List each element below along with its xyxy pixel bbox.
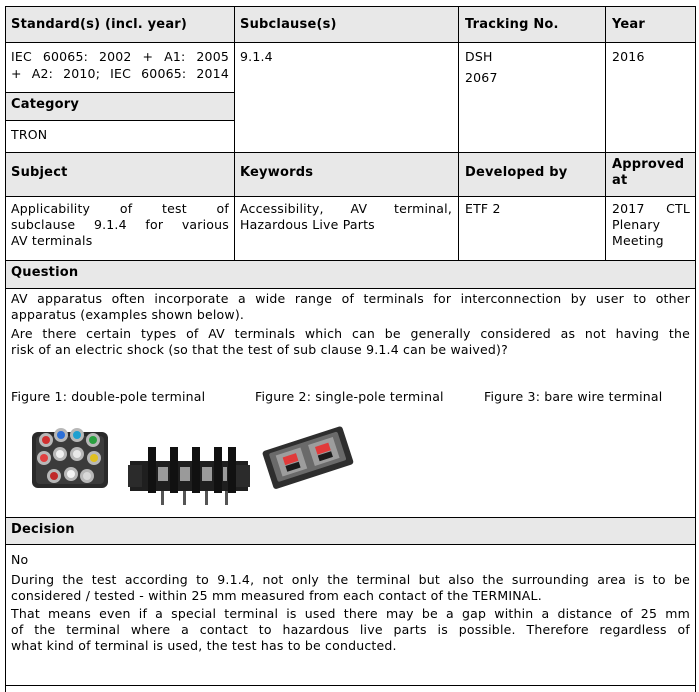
decision-line-1: During the test according to 9.1.4, not only the terminal but also the surrounding area is to be [11, 572, 690, 587]
decision-answer: No [11, 552, 29, 567]
decision-header-bg [6, 517, 695, 544]
bare-wire-terminal-image [258, 420, 356, 496]
standard-line-1: IEC 60065: 2002 + A1: 2005 [11, 49, 229, 64]
keywords-line-1: Accessibility, AV terminal, [240, 201, 452, 216]
subclause-value: 9.1.4 [240, 49, 273, 64]
tracking-value-2: 2067 [465, 70, 498, 85]
approved-value-2: Plenary [612, 217, 661, 232]
subclause-header: Subclause(s) [240, 17, 337, 32]
decision-line-2: considered / tested - within 25 mm measured from each contact of the TERMINAL. [11, 588, 542, 603]
keywords-header: Keywords [240, 165, 314, 180]
decision-line-4: of the terminal where a contact to hazardous live parts is possible. Therefore regardless of [11, 622, 690, 637]
developed-value: ETF 2 [465, 201, 501, 216]
standards-header: Standard(s) (incl. year) [11, 17, 188, 32]
single-pole-terminal-image [128, 443, 250, 507]
figure-2-caption: Figure 2: single-pole terminal [255, 389, 444, 404]
standard-line-2: + A2: 2010; IEC 60065: 2014 [11, 66, 229, 81]
category-value: TRON [11, 127, 48, 142]
question-p2-line1: Are there certain types of AV terminals which can be generally considered as not having the [11, 326, 690, 341]
subject-line-1: Applicability of test of [11, 201, 229, 216]
keywords-line-2: Hazardous Live Parts [240, 217, 375, 232]
decision-line-3: That means even if a special terminal is used there may be a gap within a distance of 25 mm [11, 606, 690, 621]
decision-header: Decision [11, 522, 75, 537]
subject-header: Subject [11, 165, 68, 180]
question-p2-line2: risk of an electric shock (so that the test of sub clause 9.1.4 can be waived)? [11, 342, 508, 357]
subject-line-2: subclause 9.1.4 for various [11, 217, 229, 232]
developed-header: Developed by [465, 165, 568, 180]
subject-line-3: AV terminals [11, 233, 93, 248]
figure-3-caption: Figure 3: bare wire terminal [484, 389, 663, 404]
approved-value-1: 2017 CTL [612, 201, 690, 216]
question-p1-line1: AV apparatus often incorporate a wide range of terminals for interconnection by user to other [11, 291, 690, 306]
double-pole-terminal-image [24, 418, 116, 494]
approved-header-1: Approved [612, 157, 685, 172]
question-header-bg [6, 260, 695, 288]
question-header: Question [11, 265, 79, 280]
decision-line-5: what kind of terminal is used, the test has to be conducted. [11, 638, 397, 653]
category-header: Category [11, 97, 80, 112]
question-p1-line2: apparatus (examples shown below). [11, 307, 245, 322]
approved-header-2: at [612, 173, 628, 188]
tracking-value-1: DSH [465, 49, 493, 64]
tracking-header: Tracking No. [465, 17, 559, 32]
figure-1-caption: Figure 1: double-pole terminal [11, 389, 206, 404]
technical-sheet [5, 6, 696, 692]
header-row2-bg [6, 152, 695, 196]
approved-value-3: Meeting [612, 233, 664, 248]
year-value: 2016 [612, 49, 645, 64]
year-header: Year [612, 17, 646, 32]
